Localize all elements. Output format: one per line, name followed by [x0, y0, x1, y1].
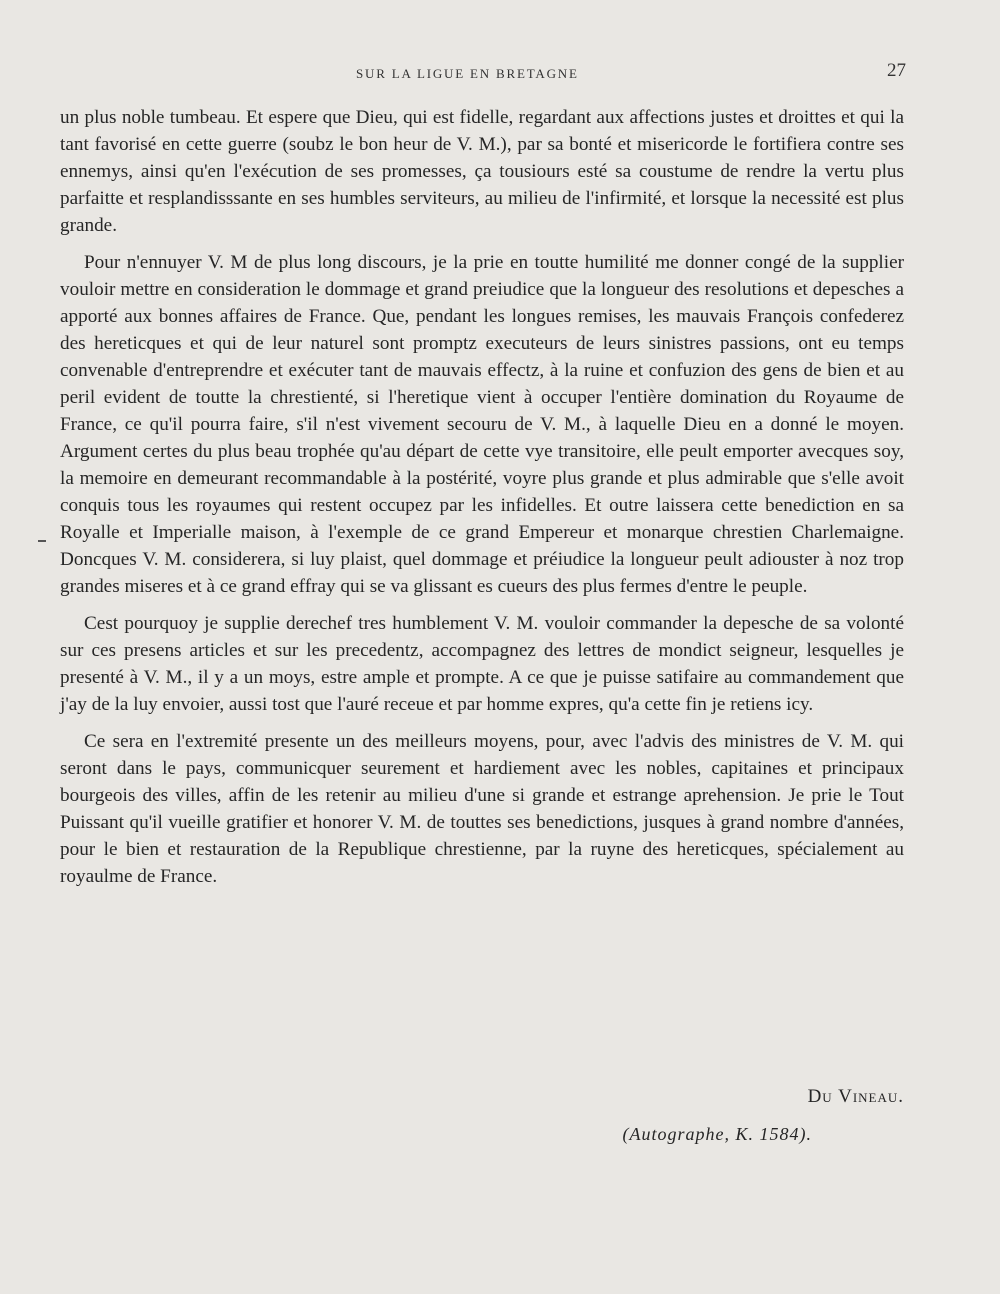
page-number: 27: [887, 60, 906, 81]
margin-mark: [38, 540, 46, 542]
letter-body: [60, 104, 904, 890]
paragraph: Ce sera en l'extremité presente un des meilleurs moyens, pour, avec l'advis des ministres de V. M. qui seront dans le pays, communicquer seurement et hardiement avec les nobles, capitaines et principaux bourgeois des villes, affin de les retenir au milieu d'une si grande et estrange aprehension. Je prie le Tout Puissant qu'il vueille gratifier et honorer V. M. de touttes ses benedictions, jusques à grand nombre d'années, pour le bien et restauration de la Republique chrestienne, par la ruyne des hereticques, spécialement au royaulme de France.: [60, 731, 904, 887]
paragraph: Pour n'ennuyer V. M de plus long discours, je la prie en toutte humilité me donner congé de la supplier vouloir mettre en consideration le dommage et grand preiudice que la longueur des resolutions et depesches a apporté aux bonnes affaires de France. Que, pendant les longues remises, les mauvais François confederez des hereticques et qui de leur naturel sont promptz executeurs de leurs sinistres passions, ont eu temps convenable d'entreprendre et exécuter tant de mauvais effectz, à la ruine et confuzion des gens de bien et au peril evident de toutte la chrestienté, si l'heretique vient à occuper l'entière domination du Royaume de France, ce qu'il pourra faire, s'il n'est vivement secouru de V. M., à laquelle Dieu en a donné le moyen. Argument certes du plus beau trophée qu'au départ de cette vye transitoire, elle peult emporter avecques soy, la memoire en demeurant recommandable à la postérité, voyre plus grande et plus admirable que s'elle avoit conquis tous les royaumes qui restent occupez par les infidelles. Et outre laissera cette benediction en sa Royalle et Imperialle maison, à l'exemple de ce grand Empereur et monarque chrestien Charlemaigne. Doncques V. M. considerera, si luy plaist, quel dommage et préiudice la longueur peult adiouster à noz trop grandes miseres et à ce grand effray qui se va glissant es cueurs des plus fermes d'entre le peuple.: [60, 252, 904, 597]
paragraph: Cest pourquoy je supplie derechef tres humblement V. M. vouloir commander la depesche de sa volonté sur ces presens articles et sur les precedentz, accompagnez des lettres de mondict seigneur, lesquelles je presenté à V. M., il y a un moys, estre ample et prompte. A ce que je puisse satifaire au commandement que j'ay de la luy envoier, aussi tost que l'auré receue et par homme expres, qu'a cette fin je retiens icy.: [60, 613, 904, 715]
paragraph: un plus noble tumbeau. Et espere que Dieu, qui est fidelle, regardant aux affections justes et droittes et qui la tant favorisé en cette guerre (soubz le bon heur de V. M.), par sa bonté et misericorde le fortifiera contre ses ennemys, ainsi qu'en l'exécution de ses promesses, ça tousiours esté sa coustume de rendre la vertu plus parfaitte et resplandisssante en ses humbles serviteurs, au milieu de l'infirmité, et lorsque la necessité est plus grande.: [60, 107, 904, 236]
signature: Du Vineau.: [807, 1086, 904, 1107]
running-title: SUR LA LIGUE EN BRETAGNE: [356, 66, 579, 81]
source-note: (Autographe, K. 1584).: [622, 1124, 812, 1144]
running-header: [0, 60, 1000, 88]
